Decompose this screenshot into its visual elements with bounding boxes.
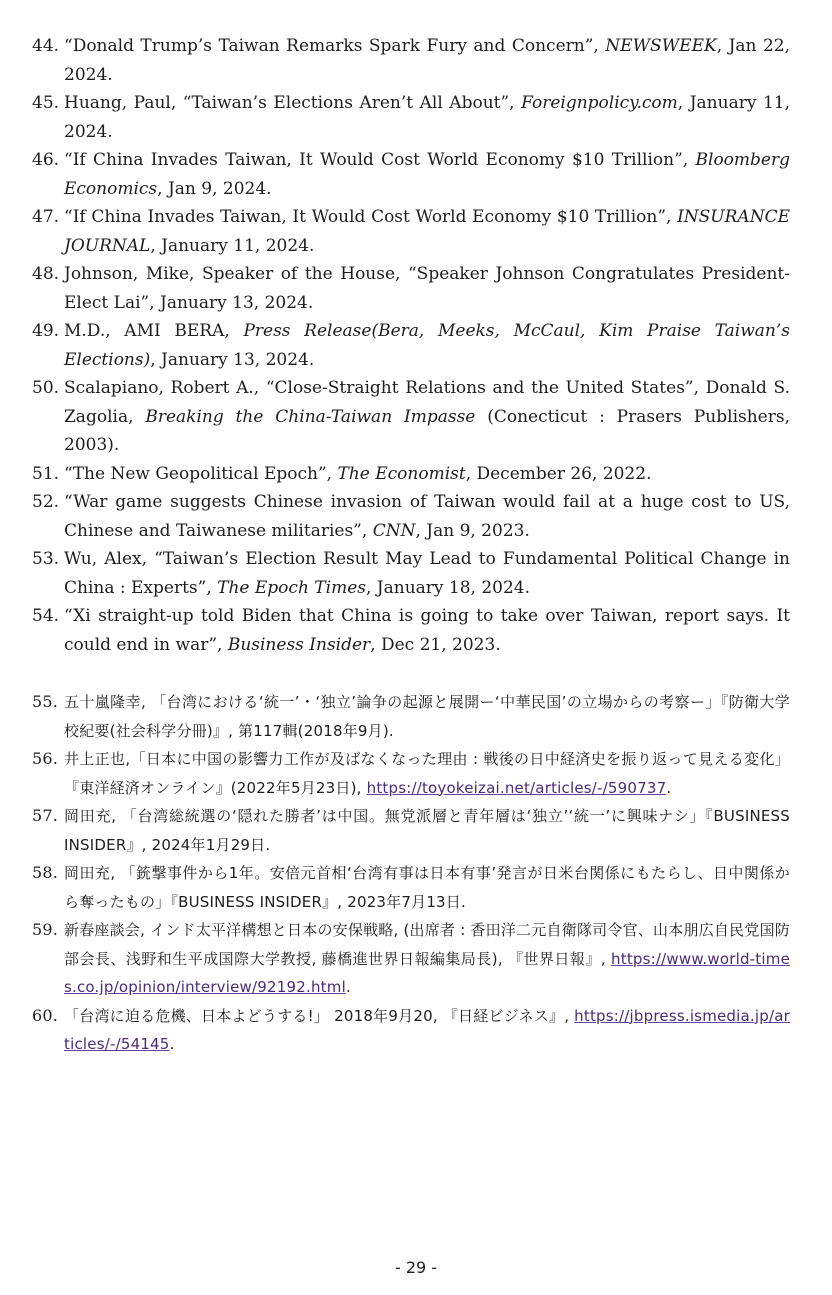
reference-text: “Donald Trump’s Taiwan Remarks Spark Fury and Concern”, bbox=[64, 36, 606, 56]
reference-text: “War game suggests Chinese invasion of Taiwan would fail at a huge cost to US, Chinese and Taiwanese militaries”, bbox=[64, 492, 790, 541]
reference-source-title: The Economist bbox=[337, 463, 466, 484]
reference-number: 57. bbox=[32, 806, 59, 825]
reference-entry bbox=[32, 859, 790, 916]
reference-url-link[interactable]: https://toyokeizai.net/articles/-/590737 bbox=[366, 778, 667, 797]
reference-entry bbox=[32, 488, 790, 545]
reference-text: 「台湾に迫る危機、日本よどうする!」 2018年9月20, 『日経ビジネス』, bbox=[64, 1006, 575, 1025]
reference-text: . bbox=[169, 1035, 175, 1053]
reference-source-title: Foreignpolicy.com bbox=[521, 93, 678, 113]
reference-source-title: The Epoch Times bbox=[217, 577, 366, 598]
reference-text: , January 18, 2024. bbox=[365, 577, 531, 598]
reference-number: 48. bbox=[32, 264, 60, 284]
reference-number: 53. bbox=[32, 549, 60, 569]
reference-text: M.D., AMI BERA, bbox=[64, 321, 244, 341]
reference-number: 50. bbox=[32, 378, 60, 398]
reference-entry bbox=[32, 317, 790, 374]
reference-entry bbox=[32, 32, 790, 89]
section-gap bbox=[32, 659, 790, 688]
reference-source-title: Breaking the China-Taiwan Impasse bbox=[145, 406, 476, 427]
reference-text: Johnson, Mike, Speaker of the House, “Speaker Johnson Congratulates President-Elect Lai”, January 13, 2024. bbox=[64, 264, 790, 313]
reference-entry bbox=[32, 260, 790, 317]
reference-text: , January 11, 2024. bbox=[150, 235, 315, 256]
reference-text: “If China Invades Taiwan, It Would Cost World Economy $10 Trillion”, bbox=[64, 150, 696, 170]
reference-text: 岡田充, 「銃撃事件から1年。安倍元首相‘台湾有事は日本有事’発言が日米台関係にもたらし、日中関係から奪ったもの」『BUSINESS INSIDER』, 2023年7月13日. bbox=[64, 864, 790, 911]
reference-text: (Conecticut : Prasers Publishers, 2003). bbox=[64, 406, 790, 455]
reference-text: , Jan 22, 2024. bbox=[64, 36, 790, 85]
reference-url-link[interactable]: https://www.world-times.co.jp/opinion/interview/92192.html bbox=[64, 949, 790, 996]
reference-text: Huang, Paul, “Taiwan’s Elections Aren’t All About”, bbox=[64, 93, 522, 113]
reference-number: 46. bbox=[32, 150, 60, 170]
reference-number: 47. bbox=[32, 207, 60, 227]
reference-source-title: Press Release(Bera, Meeks, McCaul, Kim Praise Taiwan’s Elections) bbox=[64, 321, 790, 370]
reference-number: 45. bbox=[32, 93, 60, 113]
reference-text: . bbox=[345, 978, 351, 996]
reference-text: 新春座談会, インド太平洋構想と日本の安保戦略, (出席者 : 香田洋二元自衛隊司令官、山本朋広自民党国防部会長、浅野和生平成国際大学教授, 藤橋進世界日報編集局長), 『世界日報』, bbox=[64, 921, 790, 968]
reference-source-title: CNN bbox=[372, 520, 416, 541]
reference-entry bbox=[32, 688, 790, 745]
reference-entry bbox=[32, 916, 790, 1002]
reference-entry bbox=[32, 460, 790, 489]
reference-number: 52. bbox=[32, 492, 60, 512]
reference-text: , Dec 21, 2023. bbox=[370, 634, 501, 655]
page-number: - 29 - bbox=[394, 1258, 438, 1277]
reference-entry bbox=[32, 602, 790, 659]
reference-text: , Jan 9, 2023. bbox=[415, 520, 530, 541]
reference-text: “The New Geopolitical Epoch”, bbox=[64, 463, 338, 484]
reference-number: 44. bbox=[32, 36, 60, 56]
reference-text: . bbox=[666, 778, 672, 797]
reference-number: 59. bbox=[32, 920, 59, 939]
reference-text: 井上正也,「日本に中国の影響力工作が及ばなくなった理由 : 戦後の日中経済史を振り返って見える変化」『東洋経済オンライン』(2022年5月23日), bbox=[64, 750, 790, 797]
reference-text: Scalapiano, Robert A., “Close-Straight Relations and the United States”, Donald S. Zagolia, bbox=[64, 378, 790, 427]
reference-entry bbox=[32, 545, 790, 602]
reference-number: 49. bbox=[32, 321, 60, 341]
reference-number: 58. bbox=[32, 863, 59, 882]
reference-source-title: Bloomberg Economics bbox=[64, 150, 790, 199]
reference-entry bbox=[32, 89, 790, 146]
reference-text: “Xi straight-up told Biden that China is going to take over Taiwan, report says. It could end in war”, bbox=[64, 606, 790, 655]
reference-url-link[interactable]: https://jbpress.ismedia.jp/articles/-/54145 bbox=[64, 1006, 790, 1053]
reference-entry bbox=[32, 745, 790, 802]
reference-entry bbox=[32, 374, 790, 460]
reference-text: “If China Invades Taiwan, It Would Cost World Economy $10 Trillion”, bbox=[64, 207, 678, 227]
reference-number: 55. bbox=[32, 692, 59, 711]
reference-list bbox=[32, 32, 790, 1059]
reference-entry bbox=[32, 146, 790, 203]
reference-entry bbox=[32, 802, 790, 859]
reference-text: 五十嵐隆幸, 「台湾における‘統一’・‘独立’論争の起源と展開ー‘中華民国’の立場からの考察ー」『防衛大学校紀要(社会科学分冊)』, 第117輯(2018年9月). bbox=[64, 693, 790, 740]
reference-source-title: NEWSWEEK bbox=[605, 36, 717, 56]
reference-number: 56. bbox=[32, 749, 59, 768]
reference-text: , Jan 9, 2024. bbox=[157, 178, 272, 199]
reference-source-title: Business Insider bbox=[227, 634, 371, 655]
reference-number: 60. bbox=[32, 1005, 59, 1025]
reference-text: 岡田充, 「台湾総統選の‘隠れた勝者’は中国。無党派層と青年層は‘独立’‘統一’に興味ナシ」『BUSINESS INSIDER』, 2024年1月29日. bbox=[64, 807, 790, 854]
reference-number: 51. bbox=[32, 463, 60, 484]
reference-text: , January 11, 2024. bbox=[64, 93, 790, 142]
reference-source-title: INSURANCE JOURNAL bbox=[64, 207, 790, 256]
reference-text: , December 26, 2022. bbox=[465, 463, 652, 484]
reference-number: 54. bbox=[32, 606, 60, 626]
reference-entry bbox=[32, 1002, 790, 1059]
reference-text: , January 13, 2024. bbox=[150, 349, 315, 370]
reference-text: Wu, Alex, “Taiwan’s Election Result May Lead to Fundamental Political Change in China : Experts”, bbox=[64, 549, 790, 598]
reference-entry bbox=[32, 203, 790, 260]
